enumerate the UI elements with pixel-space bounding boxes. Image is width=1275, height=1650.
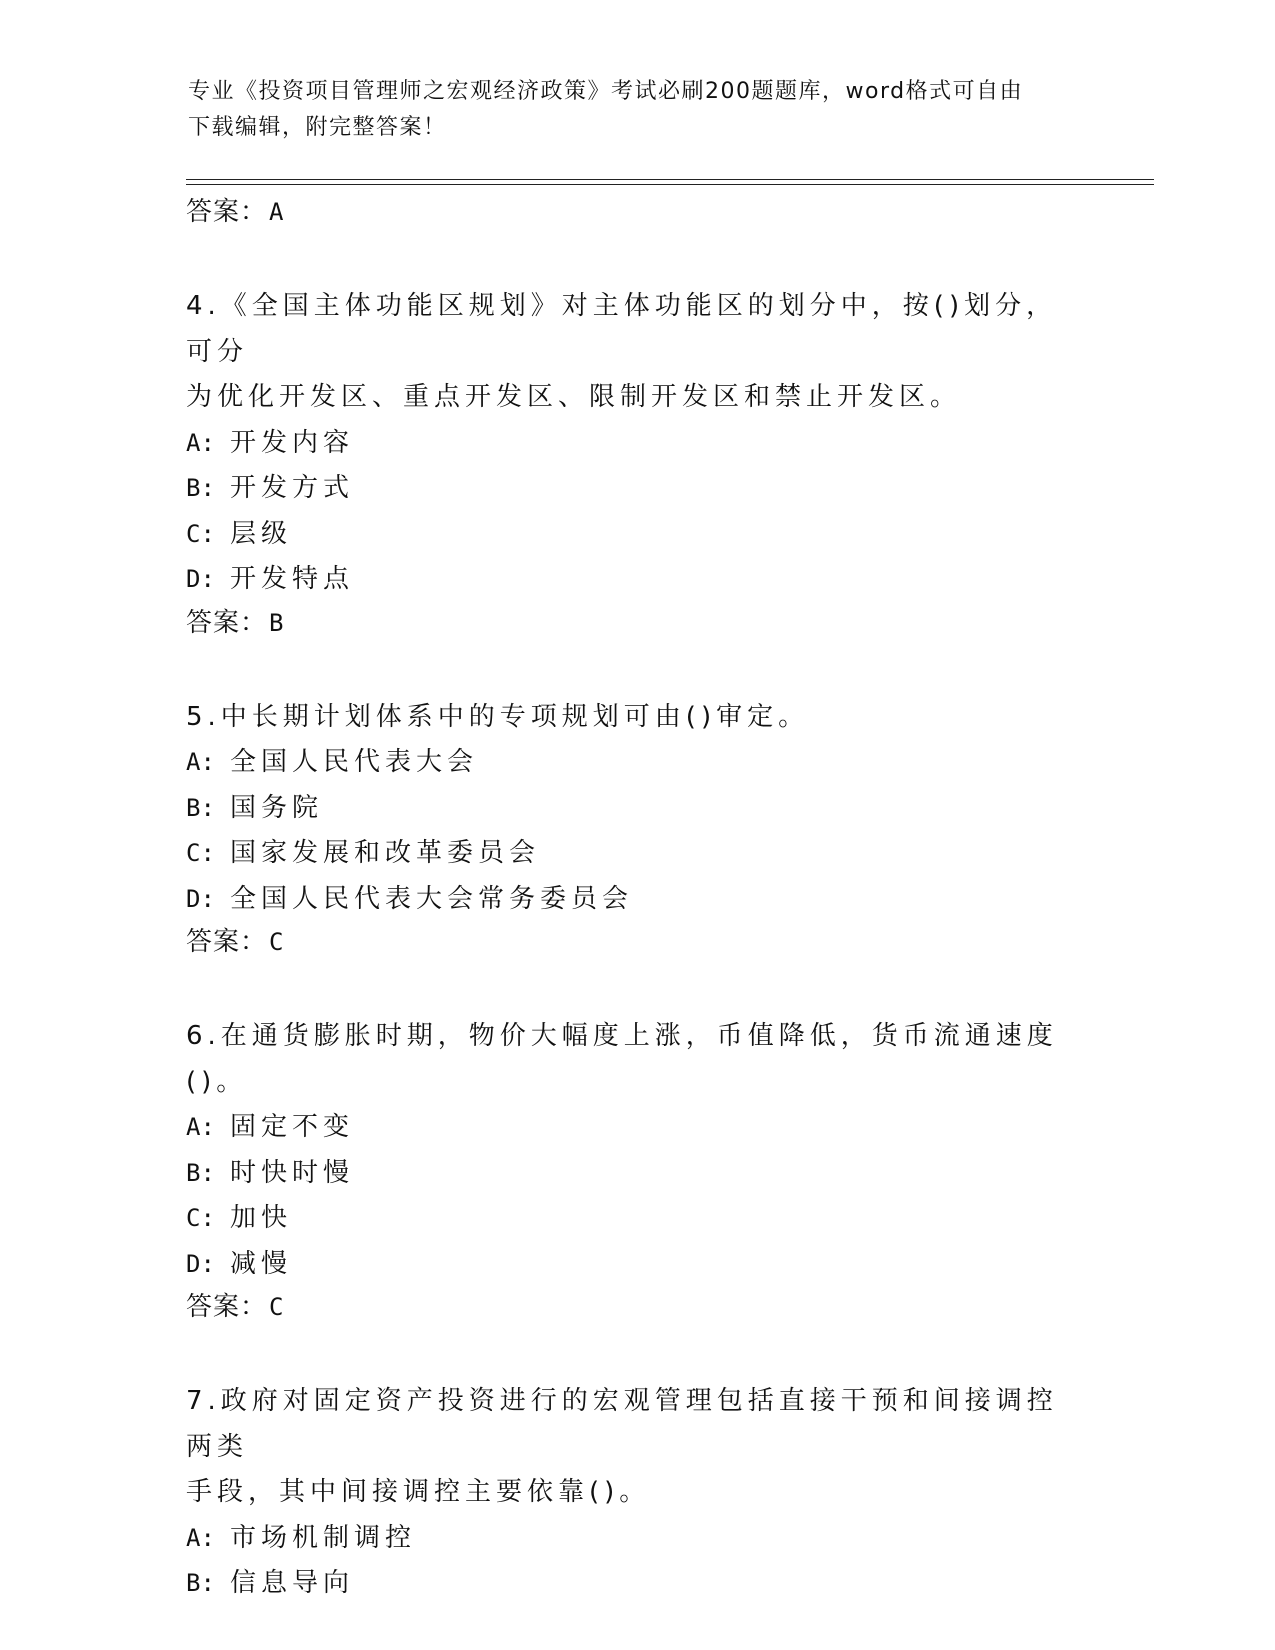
document-header [188, 74, 1088, 146]
answer-value: C [269, 1293, 285, 1321]
header-divider-bottom [186, 184, 1154, 185]
option-key: B: [186, 1569, 215, 1597]
option-key: B: [186, 793, 215, 822]
option-key: A: [186, 748, 215, 776]
option-key: B: [186, 474, 215, 502]
option-key: A: [186, 1523, 215, 1552]
option-text: 开发方式 [230, 473, 355, 503]
answer-label: 答案： [186, 927, 268, 957]
option-text: 国务院 [230, 792, 324, 823]
option-key: D: [186, 884, 215, 913]
answer-label: 答案： [186, 1292, 268, 1322]
question-text-line: 为优化开发区、重点开发区、限制开发区和禁止开发区。 [186, 382, 962, 412]
header-line-1: 专业《投资项目管理师之宏观经济政策》考试必刷200题题库，word格式可自由 [188, 79, 1024, 104]
question-block-7 [186, 1379, 1086, 1607]
option-text: 全国人民代表大会 [230, 747, 479, 777]
option-key: A: [186, 1113, 215, 1141]
top-answer [186, 192, 1086, 232]
option-b [186, 786, 1086, 832]
option-text: 减慢 [230, 1248, 293, 1279]
option-text: 市场机制调控 [230, 1522, 417, 1553]
option-c [186, 1196, 1086, 1242]
option-text: 开发特点 [230, 564, 355, 594]
question-text-line: 手段，其中间接调控主要依靠()。 [186, 1477, 651, 1507]
option-key: D: [186, 1249, 215, 1278]
question-answer [186, 603, 1086, 643]
question-block-4 [186, 284, 1086, 643]
option-b [186, 1561, 1086, 1607]
option-key: D: [186, 565, 215, 593]
option-key: A: [186, 428, 215, 457]
header-line-2: 下载编辑，附完整答案！ [188, 115, 447, 140]
option-text: 固定不变 [230, 1112, 355, 1142]
question-text-line: 4.《全国主体功能区规划》对主体功能区的划分中，按()划分，可分 [186, 291, 1058, 367]
option-key: C: [186, 839, 215, 867]
question-answer [186, 922, 1086, 962]
option-c [186, 831, 1086, 877]
question-text-line: 5.中长期计划体系中的专项规划可由()审定。 [186, 701, 810, 732]
option-text: 加快 [230, 1203, 293, 1233]
option-d [186, 557, 1086, 603]
question-text-line: 7.政府对固定资产投资进行的宏观管理包括直接干预和间接调控两类 [186, 1386, 1058, 1462]
answer-value: C [269, 928, 285, 956]
option-text: 时快时慢 [230, 1157, 355, 1188]
option-b [186, 1151, 1086, 1197]
option-d [186, 877, 1086, 923]
option-a [186, 1516, 1086, 1562]
option-a [186, 421, 1086, 467]
question-answer [186, 1287, 1086, 1327]
question-block-6 [186, 1014, 1086, 1327]
option-text: 层级 [230, 518, 293, 549]
question-list [186, 192, 1086, 1607]
answer-label: 答案： [186, 197, 268, 227]
option-d [186, 1242, 1086, 1288]
option-key: B: [186, 1158, 215, 1187]
option-key: C: [186, 1204, 215, 1232]
answer-value: B [269, 608, 285, 637]
option-text: 全国人民代表大会常务委员会 [230, 883, 634, 914]
option-a [186, 740, 1086, 786]
option-text: 国家发展和改革委员会 [230, 838, 541, 868]
option-c [186, 512, 1086, 558]
option-text: 信息导向 [230, 1568, 355, 1598]
option-b [186, 466, 1086, 512]
answer-value: A [269, 198, 285, 226]
question-block-5 [186, 695, 1086, 963]
option-text: 开发内容 [230, 427, 355, 458]
option-a [186, 1105, 1086, 1151]
question-text-line: 6.在通货膨胀时期，物价大幅度上涨，币值降低，货币流通速度()。 [186, 1021, 1058, 1097]
option-key: C: [186, 519, 215, 548]
header-divider-top [186, 179, 1154, 180]
answer-label: 答案： [186, 607, 268, 638]
